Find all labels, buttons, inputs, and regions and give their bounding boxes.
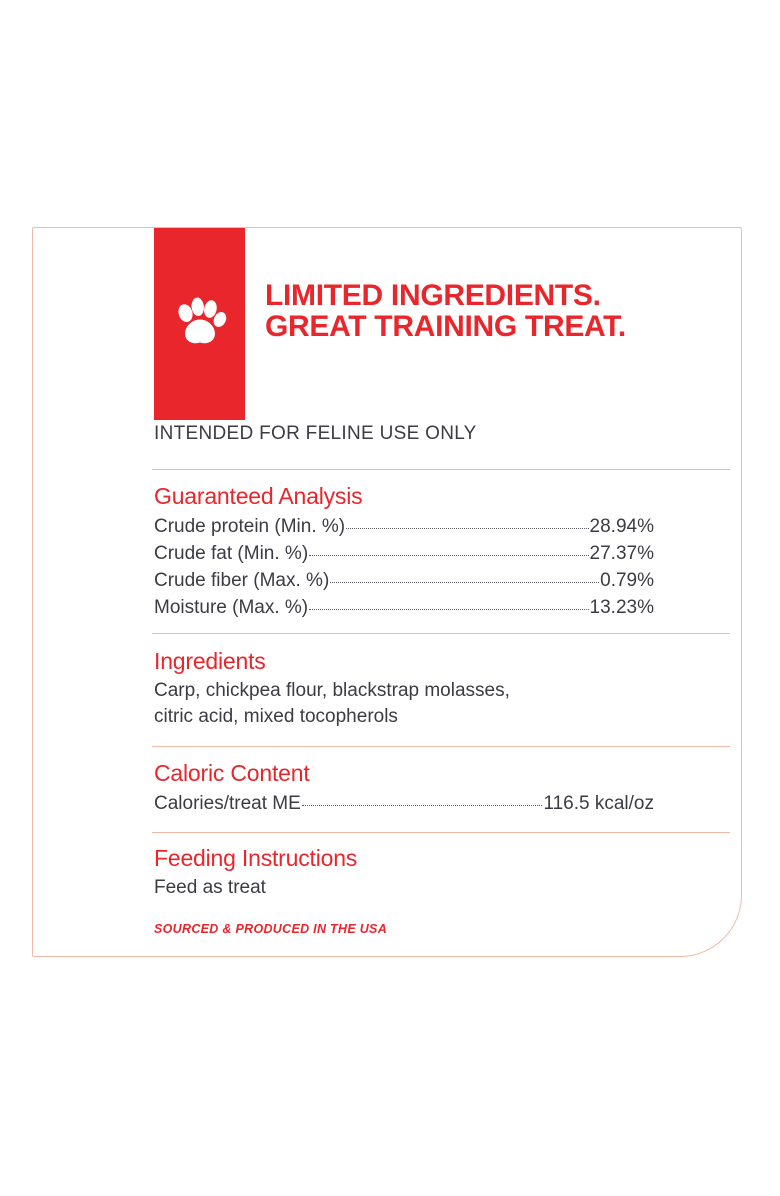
analysis-row [154, 513, 654, 540]
section-title: Caloric Content [154, 760, 310, 786]
analysis-label: Crude protein (Min. %) [154, 516, 346, 537]
analysis-label: Crude fat (Min. %) [154, 543, 309, 564]
calorie-row [154, 790, 654, 817]
section-title: Ingredients [154, 648, 266, 674]
calorie-value: 116.5 kcal/oz [543, 793, 654, 814]
divider [152, 633, 730, 634]
analysis-row [154, 567, 654, 594]
leader-dots [330, 572, 599, 583]
nutrition-label-panel [32, 227, 742, 957]
footnote: SOURCED & PRODUCED IN THE USA [154, 922, 388, 936]
feeding-text: Feed as treat [154, 877, 266, 898]
paw-badge [154, 228, 245, 420]
analysis-value: 27.37% [589, 543, 654, 564]
leader-dots [309, 599, 588, 610]
analysis-label: Moisture (Max. %) [154, 597, 309, 618]
label-header [33, 228, 741, 444]
divider [152, 832, 730, 833]
analysis-value: 0.79% [600, 570, 654, 591]
divider [152, 746, 730, 747]
leader-dots [302, 795, 543, 806]
analysis-value: 28.94% [589, 516, 654, 537]
paw-print-icon [171, 295, 229, 353]
section-ingredients [154, 648, 654, 730]
section-caloric-content [154, 760, 654, 817]
divider [152, 469, 730, 470]
analysis-label: Crude fiber (Max. %) [154, 570, 330, 591]
ingredients-line-1: Carp, chickpea flour, blackstrap molasses, [154, 680, 510, 701]
analysis-row [154, 540, 654, 567]
leader-dots [309, 545, 588, 556]
ingredients-line-2: citric acid, mixed tocopherols [154, 706, 398, 727]
analysis-row [154, 594, 654, 621]
subhead: INTENDED FOR FELINE USE ONLY [154, 423, 477, 444]
analysis-value: 13.23% [589, 597, 654, 618]
calorie-label: Calories/treat ME [154, 793, 301, 814]
section-title: Guaranteed Analysis [154, 483, 363, 509]
section-feeding-instructions [154, 845, 654, 901]
section-title: Feeding Instructions [154, 845, 358, 871]
leader-dots [346, 518, 588, 529]
section-guaranteed-analysis [154, 483, 654, 621]
headline: LIMITED INGREDIENTS. GREAT TRAINING TREAT. [265, 279, 626, 343]
